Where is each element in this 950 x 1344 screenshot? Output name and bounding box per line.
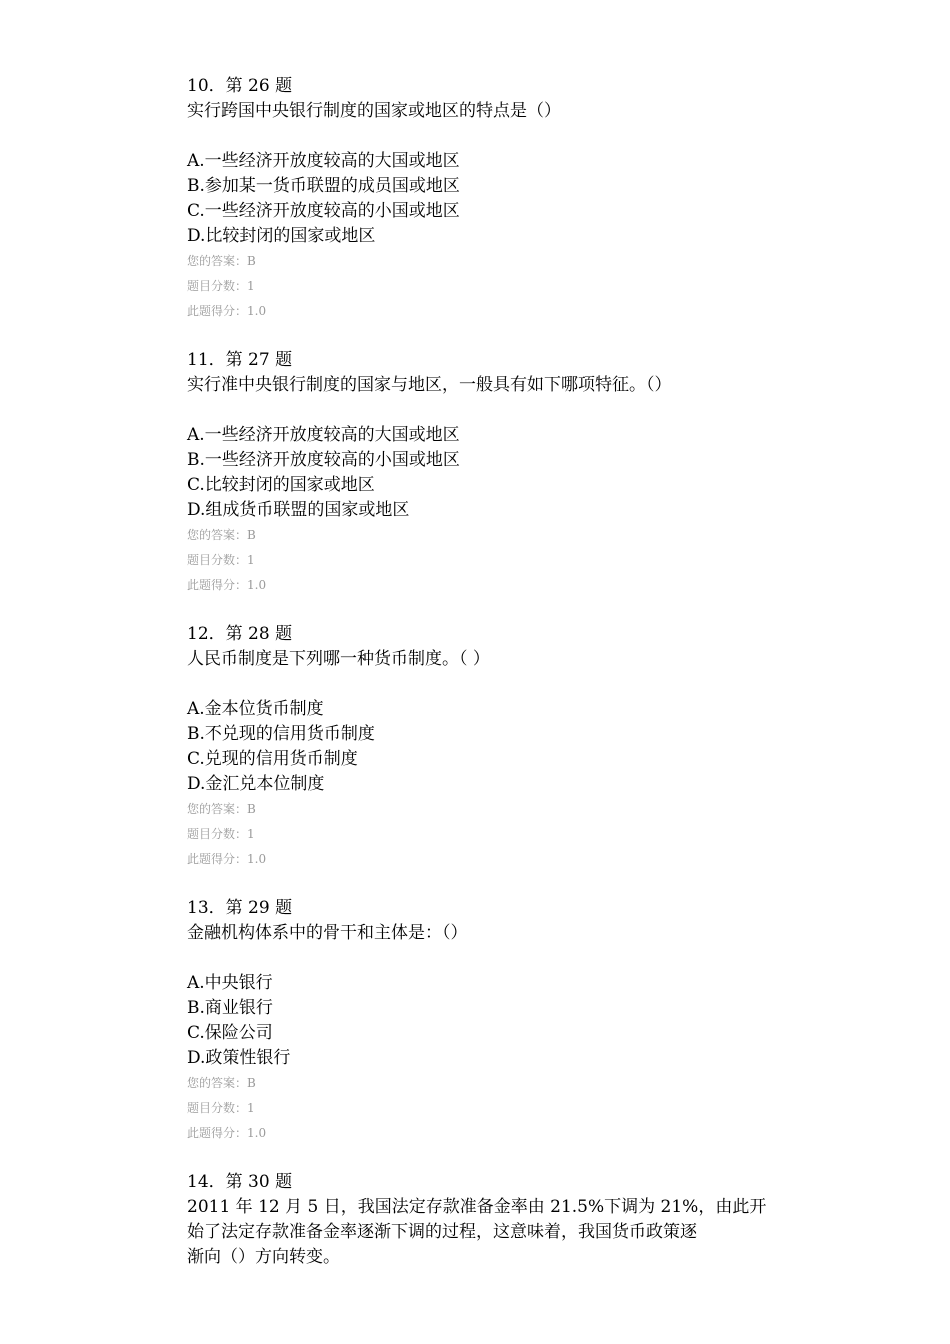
- option-a[interactable]: A.中央银行: [187, 973, 273, 993]
- option-d[interactable]: D.比较封闭的国家或地区: [187, 226, 376, 246]
- question-number: 12．第 28 题: [187, 624, 293, 644]
- option-c[interactable]: C.保险公司: [187, 1023, 273, 1043]
- spacer: [187, 672, 767, 697]
- option-c[interactable]: C.兑现的信用货币制度: [187, 749, 358, 769]
- option-d[interactable]: D.政策性银行: [187, 1048, 291, 1068]
- earned-score: 此题得分：1.0: [187, 578, 267, 592]
- question-text: 金融机构体系中的骨干和主体是：（）: [187, 923, 468, 943]
- option-b[interactable]: B.一些经济开放度较高的小国或地区: [187, 450, 460, 470]
- spacer: [187, 324, 767, 348]
- option-d[interactable]: D.组成货币联盟的国家或地区: [187, 500, 410, 520]
- question-score: 题目分数：1: [187, 553, 255, 567]
- question-text: 实行准中央银行制度的国家与地区，一般具有如下哪项特征。（）: [187, 375, 672, 395]
- question-score: 题目分数：1: [187, 827, 255, 841]
- question-text-line: 渐向（）方向转变。: [187, 1247, 340, 1267]
- your-answer: 您的答案：B: [187, 254, 256, 268]
- question-number: 13．第 29 题: [187, 898, 293, 918]
- question-score: 题目分数：1: [187, 279, 255, 293]
- option-c[interactable]: C.比较封闭的国家或地区: [187, 475, 375, 495]
- option-c[interactable]: C.一些经济开放度较高的小国或地区: [187, 201, 460, 221]
- your-answer: 您的答案：B: [187, 1076, 256, 1090]
- question-number: 11．第 27 题: [187, 350, 293, 370]
- spacer: [187, 398, 767, 423]
- question-score: 题目分数：1: [187, 1101, 255, 1115]
- question-block: [187, 74, 767, 324]
- option-b[interactable]: B.商业银行: [187, 998, 273, 1018]
- earned-score: 此题得分：1.0: [187, 304, 267, 318]
- question-block: [187, 1170, 767, 1270]
- spacer: [187, 598, 767, 622]
- question-text-line: 2011 年 12 月 5 日，我国法定存款准备金率由 21.5%下调为 21%，由此开: [187, 1197, 767, 1217]
- earned-score: 此题得分：1.0: [187, 1126, 267, 1140]
- question-number: 10．第 26 题: [187, 76, 293, 96]
- option-a[interactable]: A.金本位货币制度: [187, 699, 324, 719]
- question-text: 人民币制度是下列哪一种货币制度。（ ）: [187, 649, 490, 669]
- question-block: [187, 896, 767, 1146]
- option-b[interactable]: B.不兑现的信用货币制度: [187, 724, 375, 744]
- question-block: [187, 348, 767, 598]
- spacer: [187, 946, 767, 971]
- spacer: [187, 124, 767, 149]
- spacer: [187, 1146, 767, 1170]
- earned-score: 此题得分：1.0: [187, 852, 267, 866]
- quiz-results-page: [187, 74, 767, 1270]
- your-answer: 您的答案：B: [187, 528, 256, 542]
- option-d[interactable]: D.金汇兑本位制度: [187, 774, 325, 794]
- question-number: 14．第 30 题: [187, 1172, 293, 1192]
- option-a[interactable]: A.一些经济开放度较高的大国或地区: [187, 151, 460, 171]
- option-b[interactable]: B.参加某一货币联盟的成员国或地区: [187, 176, 460, 196]
- question-block: [187, 622, 767, 872]
- spacer: [187, 872, 767, 896]
- question-text-line: 始了法定存款准备金率逐渐下调的过程，这意味着，我国货币政策逐: [187, 1222, 697, 1242]
- question-text: 实行跨国中央银行制度的国家或地区的特点是（）: [187, 101, 561, 121]
- your-answer: 您的答案：B: [187, 802, 256, 816]
- option-a[interactable]: A.一些经济开放度较高的大国或地区: [187, 425, 460, 445]
